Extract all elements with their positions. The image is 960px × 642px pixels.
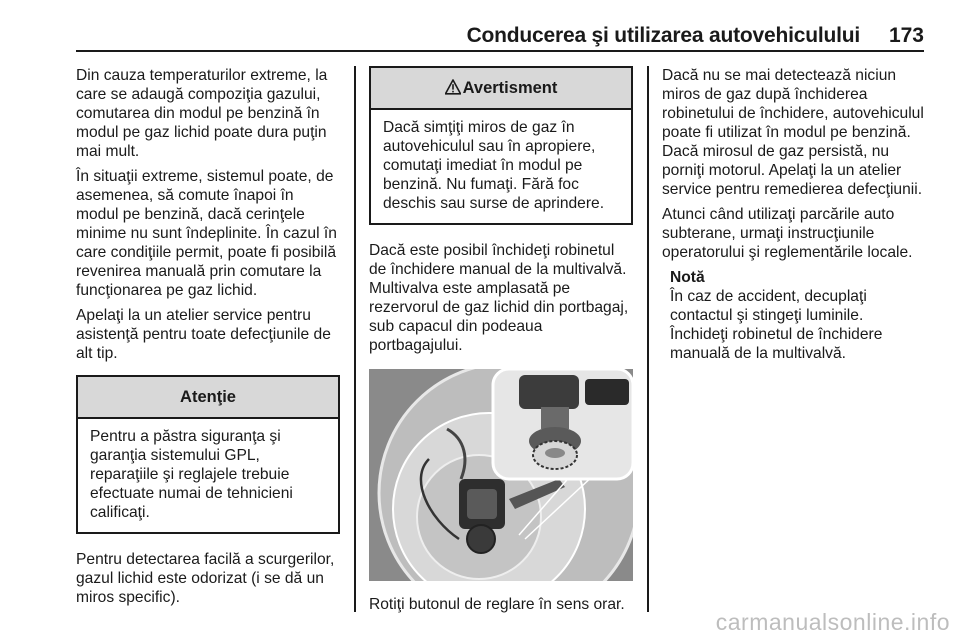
paragraph: Dacă nu se mai detectează niciun miros de gaz după închiderea robinetului de închidere, autovehiculul poate fi utilizat în modul pe benzină. Dacă mirosul de gaz persistă, nu porniţi motorul. Apelaţi la un atelier service pentru remedierea defecţiunii. — [662, 67, 924, 198]
warning-triangle-icon — [445, 79, 461, 95]
multivalve-drawing — [369, 369, 633, 581]
paragraph: Atunci când utilizaţi parcările auto subterane, urmaţi instrucţiunile operatorului şi reglementările locale. — [662, 206, 913, 261]
column-2 — [369, 66, 633, 620]
paragraph: Apelaţi la un atelier service pentru asistenţă pentru toate defecţiunile de alt tip. — [76, 307, 331, 362]
column-divider-2 — [647, 66, 649, 612]
warning-box — [369, 66, 633, 225]
caution-title: Atenţie — [78, 377, 338, 419]
warning-title: Avertisment — [462, 79, 558, 97]
figure-caption: Rotiţi butonul de reglare în sens orar. — [369, 596, 625, 613]
paragraph: Dacă este posibil închideţi robinetul de închidere manual de la multivalvă. Multivalva este amplasată pe rezervorul de gaz lichid din portbagaj, sub capacul din podeaua portbagajului. — [369, 242, 629, 354]
column-1 — [76, 66, 340, 613]
warning-body: Dacă simţiţi miros de gaz în autovehiculul sau în apropiere, comutaţi imediat în modul pe benzină. Nu fumaţi. Fără foc deschis sau surse de aprindere. — [383, 119, 605, 212]
header-divider — [76, 50, 924, 52]
caution-body: Pentru a păstra siguranţa şi garanţia sistemului GPL, reparaţiile şi reglajele trebuie efectuate numai de tehnicieni calificaţi. — [90, 428, 293, 521]
header-title: Conducerea şi utilizarea autovehiculului — [466, 24, 860, 47]
paragraph: În situaţii extreme, sistemul poate, de asemenea, să comute înapoi în modul pe benzină, dacă cerinţele minime nu sunt îndeplinite. În cazul în care condiţiile permit, poate fi posibilă revenirea manuală prin comutare la funcţionarea pe gaz lichid. — [76, 168, 337, 299]
note-line: În caz de accident, decuplaţi contactul şi stingeţi luminile. — [670, 288, 867, 324]
watermark: carmanualsonline.info — [715, 609, 950, 635]
paragraph: Pentru detectarea facilă a scurgerilor, gazul lichid este odorizat (i se dă un miros specific). — [76, 551, 335, 606]
warning-header — [371, 68, 631, 110]
column-divider-1 — [354, 66, 356, 612]
column-3 — [662, 66, 930, 363]
multivalve-illustration — [369, 369, 633, 581]
caution-box — [76, 375, 340, 534]
note-line: Închideţi robinetul de închidere manuală de la multivalvă. — [670, 326, 883, 362]
note-block — [662, 268, 930, 363]
paragraph: Din cauza temperaturilor extreme, la care se adaugă compoziţia gazului, comutarea din modul pe benzină în modul pe gaz lichid poate dura puţin mai mult. — [76, 67, 328, 160]
note-title: Notă — [670, 269, 705, 286]
page-number: 173 — [888, 24, 924, 47]
